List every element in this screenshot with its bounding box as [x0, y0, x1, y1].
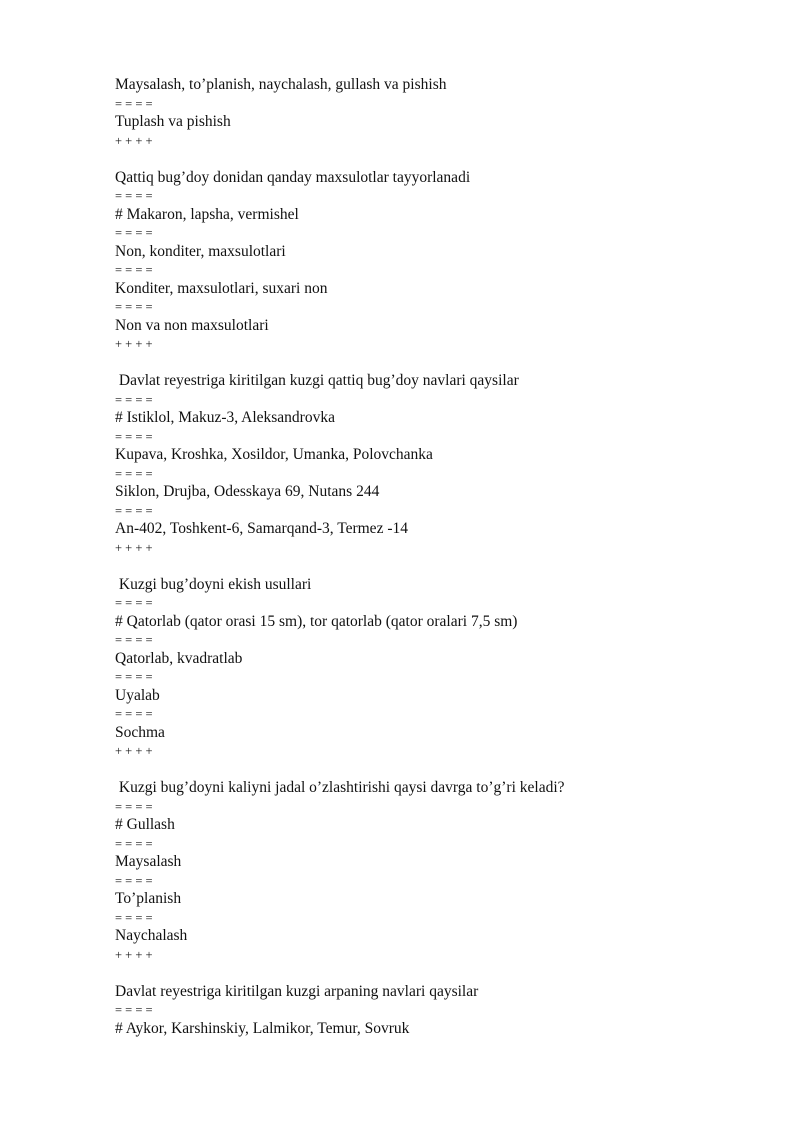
option-separator: = = = =: [115, 596, 153, 610]
option-separator: = = = =: [115, 96, 153, 111]
correct-answer-line: # Istiklol, Makuz-3, Aleksandrovka: [115, 409, 335, 426]
correct-answer-line: # Aykor, Karshinskiy, Lalmikor, Temur, Sovruk: [115, 1019, 410, 1037]
text-line: Non va non maxsulotlari: [115, 316, 269, 334]
option-separator: = = = =: [115, 910, 153, 925]
question-end-marker: + + + +: [115, 540, 153, 555]
text-line: Qatorlab, kvadratlab: [115, 649, 243, 667]
option-separator: = = = =: [115, 466, 153, 481]
text-line: Davlat reyestriga kiritilgan kuzgi arpaning navlari qaysilar: [115, 982, 479, 1000]
text-line: Maysalash: [115, 853, 182, 870]
blank-line: [115, 354, 760, 373]
blank-line: [115, 557, 760, 576]
blank-line: [115, 964, 760, 983]
text-line: Maysalash, to’planish, naychalash, gullash va pishish: [115, 76, 447, 93]
option-separator: = = = =: [115, 799, 153, 814]
option-separator: = = = =: [115, 633, 153, 647]
text-line: Uyalab: [115, 686, 160, 704]
option-separator: = = = =: [115, 226, 153, 240]
text-line: Naychalash: [115, 927, 188, 944]
question-end-marker: + + + +: [115, 744, 153, 758]
text-line: Kupava, Kroshka, Xosildor, Umanka, Polovchanka: [115, 446, 433, 463]
text-line: An-402, Toshkent-6, Samarqand-3, Termez -14: [115, 520, 408, 537]
text-line: Tuplash va pishish: [115, 113, 231, 130]
text-line: To’planish: [115, 890, 182, 907]
option-separator: = = = =: [115, 1003, 153, 1017]
option-separator: = = = =: [115, 836, 153, 851]
text-line: Davlat reyestriga kiritilgan kuzgi qattiq bug’doy navlari qaysilar: [115, 372, 519, 389]
document-body: [115, 76, 760, 1038]
option-separator: = = = =: [115, 189, 153, 203]
question-end-marker: + + + +: [115, 133, 153, 148]
option-separator: = = = =: [115, 873, 153, 888]
text-line: Qattiq bug’doy donidan qanday maxsulotlar tayyorlanadi: [115, 168, 471, 186]
correct-answer-line: # Qatorlab (qator orasi 15 sm), tor qatorlab (qator oralari 7,5 sm): [115, 612, 518, 630]
correct-answer-line: # Makaron, lapsha, vermishel: [115, 205, 299, 223]
text-line: Non, konditer, maxsulotlari: [115, 242, 286, 260]
text-line: Konditer, maxsulotlari, suxari non: [115, 279, 328, 297]
text-line: Sochma: [115, 723, 165, 741]
option-separator: = = = =: [115, 707, 153, 721]
text-line: Kuzgi bug’doyni kaliyni jadal o’zlashtirishi qaysi davrga to’g’ri keladi?: [115, 779, 565, 796]
option-separator: = = = =: [115, 503, 153, 518]
option-separator: = = = =: [115, 429, 153, 444]
text-line: Siklon, Drujba, Odesskaya 69, Nutans 244: [115, 483, 380, 500]
text-line: Kuzgi bug’doyni ekish usullari: [115, 575, 312, 593]
question-end-marker: + + + +: [115, 337, 153, 351]
question-end-marker: + + + +: [115, 947, 153, 962]
correct-answer-line: # Gullash: [115, 816, 175, 833]
option-separator: = = = =: [115, 670, 153, 684]
option-separator: = = = =: [115, 300, 153, 314]
blank-line: [115, 761, 760, 780]
option-separator: = = = =: [115, 263, 153, 277]
blank-line: [115, 150, 760, 169]
option-separator: = = = =: [115, 392, 153, 407]
